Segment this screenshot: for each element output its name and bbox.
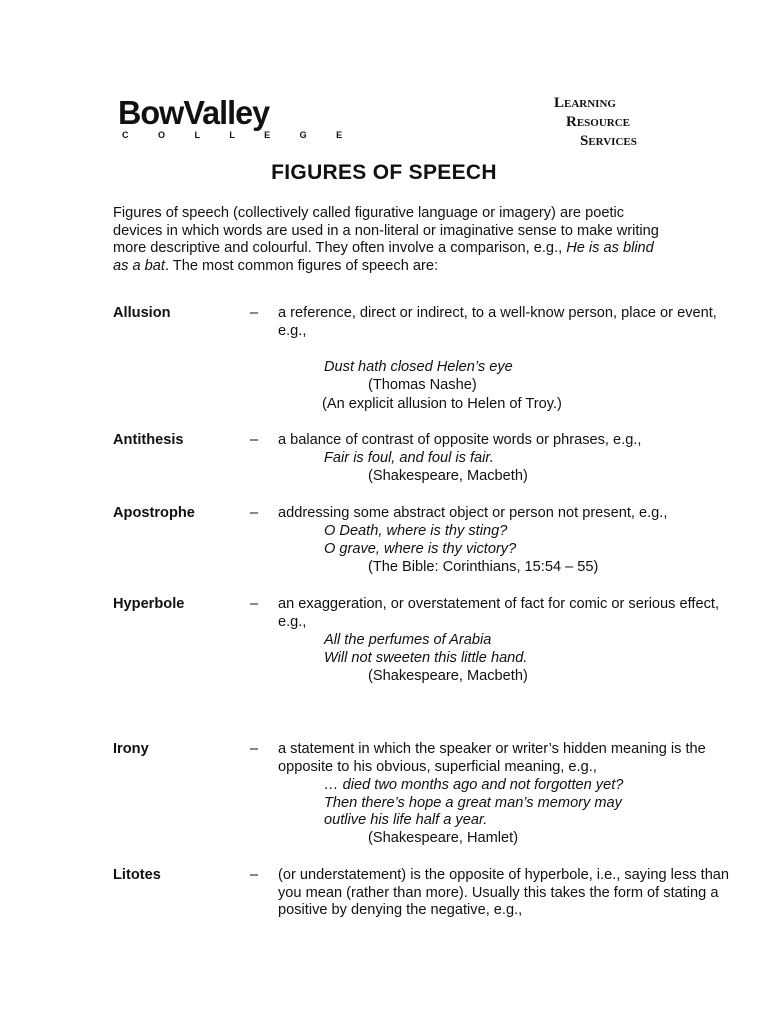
dash: – [250,867,259,883]
intro-text: Figures of speech (collectively called figurative language or imagery) are poetic devices in which words are used in a non-literal or imaginative sense to make writing more descriptive and colourful. They often involve a comparison, e.g., [113,205,659,257]
term-litotes: Litotes [113,867,161,883]
example-line: O Death, where is thy sting? [324,523,508,539]
dash: – [250,432,259,448]
definition-irony: a statement in which the speaker or writer’s hidden meaning is the opposite to his obvious, superficial meaning, e.g., [278,741,706,775]
term-antithesis: Antithesis [113,432,184,448]
example-line: Fair is foul, and foul is fair. [324,450,494,466]
logo-college-label: C O L L E G E [122,130,356,140]
lrs-line-1: Learning [554,95,616,111]
term-allusion: Allusion [113,305,171,321]
dash: – [250,505,259,521]
definition-hyperbole: an exaggeration, or overstatement of fact for comic or serious effect, e.g., [278,596,720,630]
bow-valley-college-logo [118,94,356,142]
dash: – [250,305,259,321]
dash: – [250,741,259,757]
intro-text-end: . The most common figures of speech are: [164,257,439,274]
example-source: (Thomas Nashe) [368,377,477,393]
definition-allusion: a reference, direct or indirect, to a well-know person, place or event, e.g., [278,305,717,339]
lrs-line-2: Resource [566,114,631,130]
example-source: (Shakespeare, Hamlet) [368,830,519,846]
example-line: Dust hath closed Helen’s eye [324,359,513,375]
example-line: Then there’s hope a great man’s memory may [324,795,622,811]
learning-resource-services-logo [554,94,637,150]
page-title: FIGURES OF SPEECH [271,161,497,184]
example-source: (Shakespeare, Macbeth) [368,468,528,484]
intro-paragraph [113,205,673,275]
intro-example: He is as blind as a bat [113,240,654,274]
example-source: (Shakespeare, Macbeth) [368,668,528,684]
dash: – [250,596,259,612]
example-note: (An explicit allusion to Helen of Troy.) [322,396,562,412]
term-hyperbole: Hyperbole [113,596,185,612]
lrs-line-3: Services [580,133,637,149]
term-irony: Irony [113,741,149,757]
term-apostrophe: Apostrophe [113,505,195,521]
example-line: outlive his life half a year. [324,812,488,828]
example-line: Will not sweeten this little hand. [324,650,528,666]
logo-wordmark: BowValley [118,94,270,131]
example-line: O grave, where is thy victory? [324,541,517,557]
definition-antithesis: a balance of contrast of opposite words or phrases, e.g., [278,432,642,448]
definition-litotes: (or understatement) is the opposite of hyperbole, i.e., saying less than you mean (rather than more). Usually this takes the form of stating a positive by denying the negative, e.g., [278,867,730,919]
example-line: All the perfumes of Arabia [324,632,492,648]
definition-apostrophe: addressing some abstract object or person not present, e.g., [278,505,668,521]
example-source: (The Bible: Corinthians, 15:54 – 55) [368,559,599,575]
example-line: … died two months ago and not forgotten yet? [324,777,624,793]
